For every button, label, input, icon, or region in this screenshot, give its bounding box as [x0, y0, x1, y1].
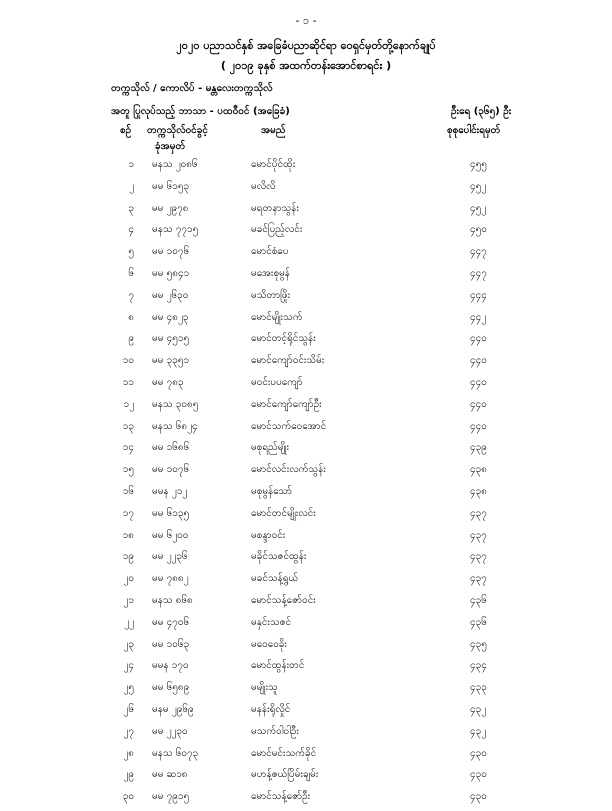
row-score: ၄၅၅ [470, 159, 487, 170]
row-name: မဟန့်ဇယ်ပြိမ်းချမ်း [251, 769, 319, 781]
row-seat-number: မမန ၁၇၀ [152, 660, 189, 672]
row-score: ၄၄၀ [470, 398, 487, 410]
table-row [0, 528, 612, 550]
university-line: တက္ကသိုလ် / ကောလိပ် - မန္တလေးတက္ကသိုလ် [111, 83, 273, 94]
row-number: ၁၀ [122, 355, 134, 367]
row-seat-number: မနမ ၂၉၆၉ [152, 703, 194, 715]
table-row [0, 310, 612, 332]
row-number: ၂၆ [123, 703, 134, 715]
row-score: ၄၄၄ [470, 289, 487, 301]
row-score: ၄၃၂ [470, 725, 487, 737]
table-row [0, 288, 612, 310]
table-row [0, 353, 612, 375]
row-seat-number: မမ ၇၉၁၅ [152, 791, 190, 803]
row-score: ၄၃၇ [470, 507, 487, 519]
column-header-id: တက္ကသိုလ်ဝင်ခွင့် [147, 125, 208, 136]
row-score: ၄၃၇ [470, 529, 487, 541]
row-name: မခင်ပြည့်လင်း [251, 224, 303, 236]
row-name: မောင်တင့်ရိုင်သွန်း [251, 333, 316, 345]
row-score: ၄၃၂ [470, 703, 487, 715]
table-row [0, 789, 612, 811]
subject-line: အတူ ပြုလုပ်သည့် ဘာသာ - ပထဝီဝင် (အခြေခံ) [111, 106, 290, 117]
document-title: ၂၀၂၀ ပညာသင်နှစ် အခြေခံပညာဆိုင်ရာ ဝေရှင်မှတ်တို့နောက်ချုပ် [176, 39, 436, 52]
row-number: ၉ [128, 333, 134, 345]
results-table [0, 157, 612, 811]
row-number: ၈ [128, 311, 134, 323]
row-seat-number: မမ ၁၀၇၆ [152, 464, 190, 476]
table-row [0, 375, 612, 397]
row-number: ၁၄ [122, 442, 134, 454]
table-row [0, 484, 612, 506]
row-name: မရတနာသွန်း [251, 202, 299, 214]
row-seat-number: မမ ၁၀၆၃ [152, 638, 190, 650]
row-number: ၂၀ [123, 573, 134, 585]
row-number: ၃၀ [122, 791, 134, 803]
row-name: မသိတာဖြိုး [251, 289, 291, 301]
table-row [0, 593, 612, 615]
row-score: ၄၄၀ [470, 355, 487, 367]
row-name: မောင်လင်းလက်သွန်း [251, 464, 326, 476]
table-row [0, 767, 612, 789]
table-row [0, 397, 612, 419]
row-seat-number: မမ ၆၂၀၀ [152, 529, 189, 541]
row-number: ၁၉ [122, 551, 134, 563]
row-name: မောင်သန့်ဇော်ဦး [251, 791, 311, 803]
row-seat-number: မမ ဆ၁၈ [152, 769, 188, 781]
row-score: ၄၃၄ [470, 660, 487, 672]
row-number: ၁၇ [122, 507, 134, 519]
row-name: မဝေဝေခိုး [251, 638, 287, 650]
row-seat-number: မမ ၂၂၃၀ [152, 725, 188, 737]
row-score: ၄၄၇ [470, 246, 487, 258]
row-seat-number: မနသ ၂၀၈၆ [152, 159, 198, 170]
table-row [0, 266, 612, 288]
row-number: ၂ [129, 180, 134, 192]
row-number: ၁၅ [122, 464, 134, 476]
table-row [0, 680, 612, 702]
row-score: ၄၄၂ [470, 311, 487, 323]
row-score: ၄၃၀ [470, 769, 487, 781]
row-name: မလိလိ [251, 180, 276, 192]
table-row [0, 549, 612, 571]
row-score: ၄၃၈ [470, 464, 487, 476]
row-score: ၄၃၆ [470, 616, 487, 628]
table-row [0, 179, 612, 201]
row-seat-number: မမ ၆၅၈၉ [152, 682, 190, 694]
row-name: မနန်းရိုလှိုင် [251, 703, 291, 715]
row-seat-number: မမ ၂၉၇၈ [152, 202, 189, 214]
row-seat-number: မမ ၅၈၄၁ [152, 267, 190, 279]
row-name: မသက်ဝါဝါဦး [251, 725, 299, 737]
row-name: မဝင်းပပကျော် [251, 376, 303, 388]
row-name: မခင်သန့်ရွယ် [251, 573, 299, 585]
table-row [0, 746, 612, 768]
table-row [0, 462, 612, 484]
row-score: ၄၄၀ [470, 420, 487, 432]
row-number: ၁ [128, 159, 134, 170]
column-header-id-sub: ခုံအမှတ် [155, 141, 186, 152]
row-score: ၄၅၂ [470, 180, 487, 192]
row-number: ၃ [128, 202, 134, 214]
row-score: ၄၃၃ [470, 682, 487, 694]
row-name: မောင်သက်ဝေအောင် [251, 420, 327, 432]
row-number: ၂၇ [123, 725, 134, 737]
table-row [0, 244, 612, 266]
row-name: မစုရည်မျိုး [251, 442, 290, 454]
row-name: မခိုင်သဇင်ထွန်း [251, 551, 307, 563]
row-number: ၁၃ [122, 420, 134, 432]
row-seat-number: မမ ၂၆၃၀ [152, 289, 189, 301]
row-seat-number: မမ ၇၈၈၂ [152, 573, 189, 585]
row-name: မောင်ကျော်ကျော်ဦး [251, 398, 322, 410]
row-seat-number: မမ ၆၁၃၅ [152, 507, 190, 519]
row-name: မောင်ကျော်ဝင်းသိမ်း [251, 355, 325, 367]
table-row [0, 506, 612, 528]
column-header-no: စဉ် [120, 125, 132, 136]
row-name: မောင်မင်းသက်ခိုင် [251, 747, 317, 759]
row-score: ၄၄၇ [470, 267, 487, 279]
row-number: ၄ [128, 224, 134, 236]
row-seat-number: မမ ၁၀၇၆ [152, 246, 190, 258]
row-number: ၂၄ [123, 660, 134, 672]
row-number: ၂၅ [123, 682, 134, 694]
row-score: ၄၃၈ [470, 485, 487, 497]
row-number: ၂၂ [124, 616, 134, 628]
document-subtitle: ( ၂၀၁၉ ခုနှစ် အထက်တန်းအောင်စာရင်း ) [220, 59, 392, 72]
row-seat-number: မမ ၁၆၈၆ [152, 442, 190, 454]
table-row [0, 615, 612, 637]
row-name: မမျိုးသူ [251, 682, 278, 694]
table-row [0, 658, 612, 680]
row-seat-number: မမ ၄၇၀၆ [152, 616, 190, 628]
row-score: ၄၃၀ [470, 791, 487, 803]
row-number: ၂၃ [123, 638, 134, 650]
row-score: ၄၃၅ [470, 638, 487, 650]
column-header-name: အမည် [261, 125, 286, 136]
row-name: မောင်တင်မျိုးလင်း [251, 507, 316, 519]
row-number: ၆ [128, 267, 134, 279]
row-number: ၁၈ [122, 529, 134, 541]
table-row [0, 157, 612, 179]
row-seat-number: မမ ၆၁၅၃ [152, 180, 190, 192]
column-header-score: စုစုပေါင်းရမှတ် [447, 125, 501, 136]
table-row [0, 222, 612, 244]
row-seat-number: မနသ ၇၇၁၅ [152, 224, 199, 236]
row-score: ၄၄၀ [470, 376, 487, 388]
row-name: မနှင်းသဇင် [251, 616, 292, 628]
row-name: မောင်သန့်ဇော်ဝင်း [251, 594, 316, 606]
table-row [0, 571, 612, 593]
row-number: ၁၂ [123, 398, 134, 410]
row-score: ၄၃၇ [470, 573, 487, 585]
table-row [0, 702, 612, 724]
row-number: ၂၁ [123, 594, 134, 606]
row-name: မစန္ဒာဝင်း [251, 529, 286, 541]
row-score: ၄၅၂ [470, 202, 487, 214]
row-seat-number: မနသ ၆၀၇၃ [152, 747, 199, 759]
table-row [0, 331, 612, 353]
row-name: မအေးစုမွန် [251, 267, 290, 279]
row-seat-number: မနသ ၈၆၈ [152, 594, 193, 606]
row-seat-number: မမ ၄၈၂၃ [152, 311, 189, 323]
row-seat-number: မနသ ၆၈၂၄ [152, 420, 198, 432]
row-name: မောင်ပိုင်ထိုး [251, 159, 296, 170]
table-row [0, 637, 612, 659]
row-number: ၁၆ [122, 485, 134, 497]
row-number: ၅ [128, 246, 134, 258]
row-seat-number: မမ ၇၈၃ [152, 376, 184, 388]
row-name: မောင်ထွန်းတင် [251, 660, 305, 672]
row-number: ၁၁ [122, 376, 134, 388]
row-score: ၄၃၉ [470, 442, 487, 454]
row-score: ၄၃၀ [470, 747, 487, 759]
row-seat-number: မမ ၂၂၃၆ [152, 551, 188, 563]
row-seat-number: မမ ၄၅၁၅ [152, 333, 190, 345]
row-score: ၄၅၀ [470, 224, 487, 236]
table-row [0, 201, 612, 223]
total-count: ဦးရေ (၃၆၅) ဦး [451, 106, 512, 117]
row-name: မစုမွန်သော် [251, 485, 293, 497]
row-score: ၄၃၇ [470, 551, 487, 563]
row-number: ၂၉ [123, 769, 134, 781]
row-number: ၇ [128, 289, 134, 301]
table-row [0, 440, 612, 462]
table-row [0, 724, 612, 746]
row-name: မောင်စံပေ [251, 246, 289, 258]
page-number: - ၁ - [295, 14, 317, 27]
row-seat-number: မမ ၃၃၅၁ [152, 355, 190, 367]
row-number: ၂၈ [123, 747, 134, 759]
row-score: ၄၄၀ [470, 333, 487, 345]
table-row [0, 419, 612, 441]
row-name: မောင်မျိုးသက် [251, 311, 303, 323]
row-seat-number: မနသ ၃၀၈၅ [152, 398, 199, 410]
row-seat-number: မမန ၂၁၂ [152, 485, 188, 497]
row-score: ၄၃၆ [470, 594, 487, 606]
